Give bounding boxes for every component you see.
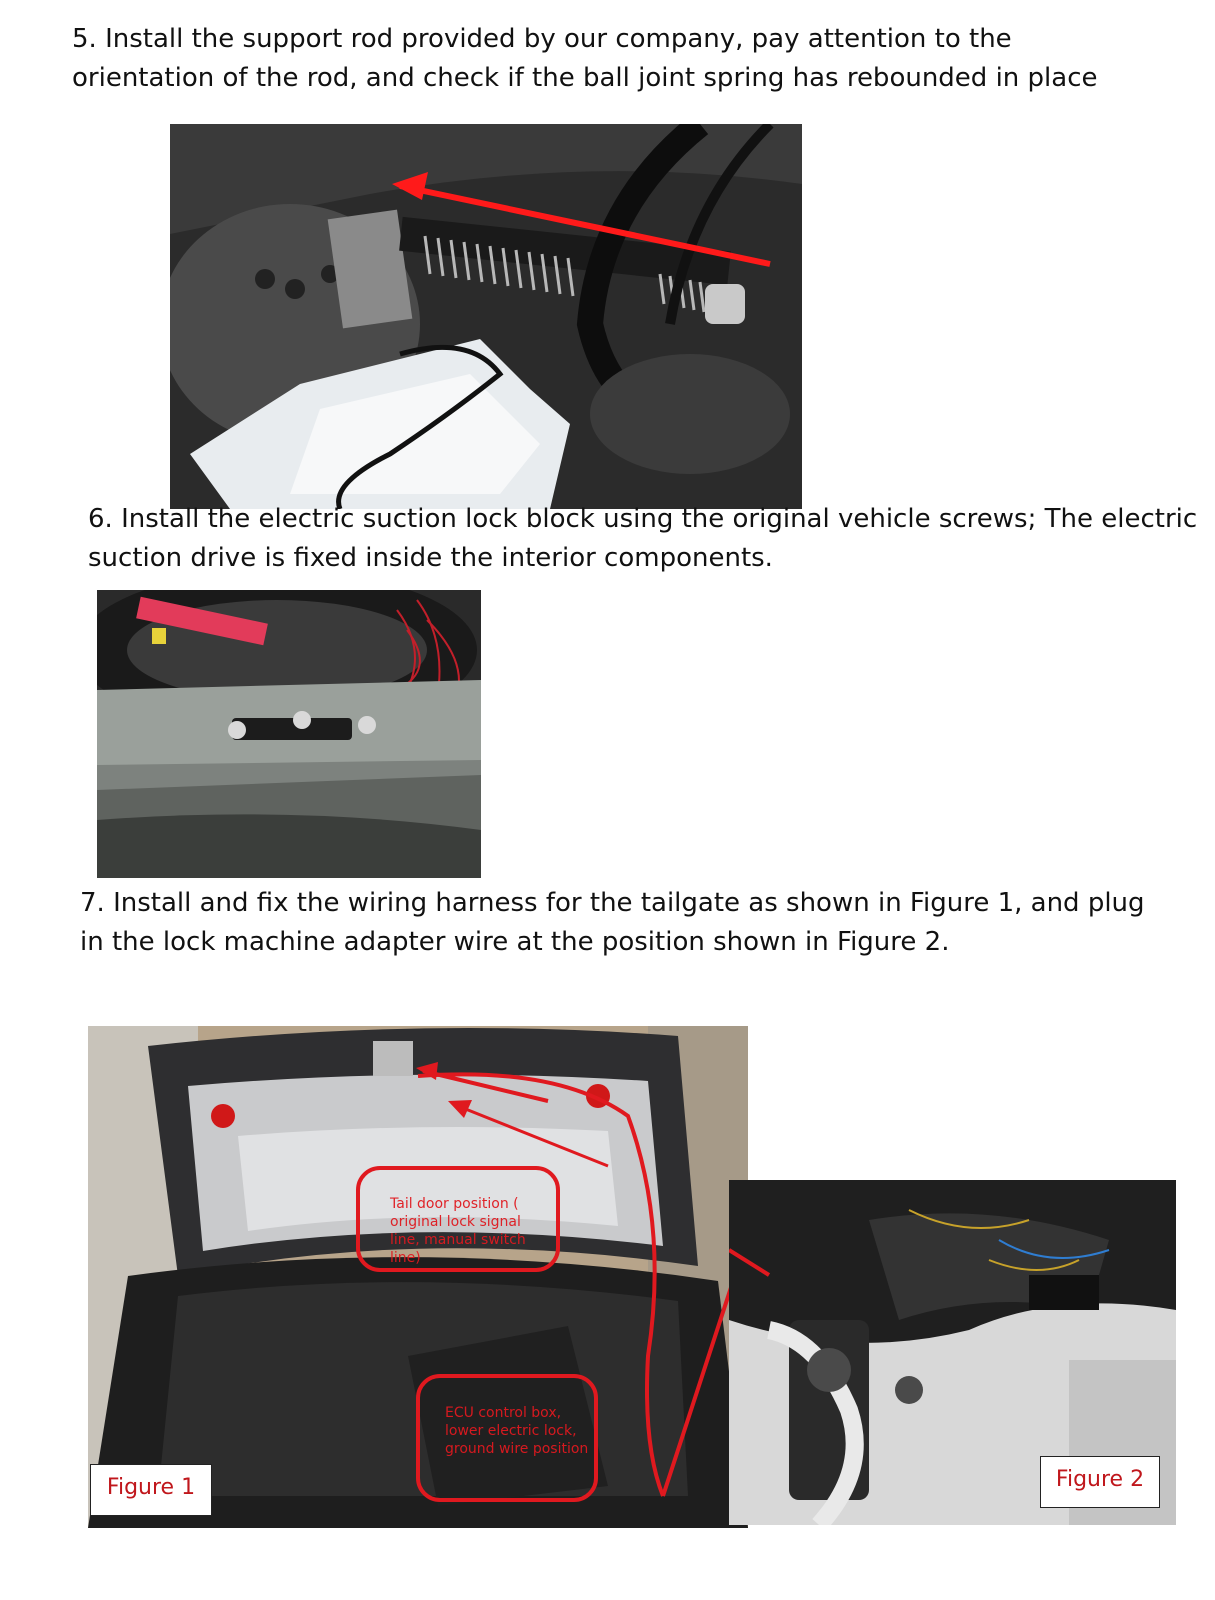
- tail-door-position-callout: Tail door position ( original lock signal line, manual switch line): [390, 1196, 526, 1266]
- ecu-control-box-callout: ECU control box, lower electric lock, ground wire position: [445, 1405, 589, 1457]
- step-7-instruction: [80, 884, 1145, 962]
- suction-lock-block-photo: [97, 590, 481, 878]
- figure-1-label: Figure 1: [90, 1464, 212, 1516]
- step-5-line-2: orientation of the rod, and check if the ball joint spring has rebounded in place: [72, 63, 1098, 93]
- figure-2-label: Figure 2: [1040, 1456, 1160, 1508]
- step-6-line-1: 6. Install the electric suction lock block using the original vehicle screws; The electric: [88, 504, 1198, 534]
- step-7-line-1: 7. Install and fix the wiring harness for the tailgate as shown in Figure 1, and plug: [80, 888, 1145, 918]
- step-7-line-2: in the lock machine adapter wire at the position shown in Figure 2.: [80, 927, 950, 957]
- support-rod-photo: [170, 124, 802, 509]
- step-5-line-1: 5. Install the support rod provided by our company, pay attention to the: [72, 24, 1012, 54]
- step-5-instruction: [72, 20, 1098, 98]
- step-6-instruction: [88, 500, 1197, 578]
- step-6-line-2: suction drive is fixed inside the interior components.: [88, 543, 773, 573]
- figure-1-tailgate-photo: [88, 1026, 748, 1528]
